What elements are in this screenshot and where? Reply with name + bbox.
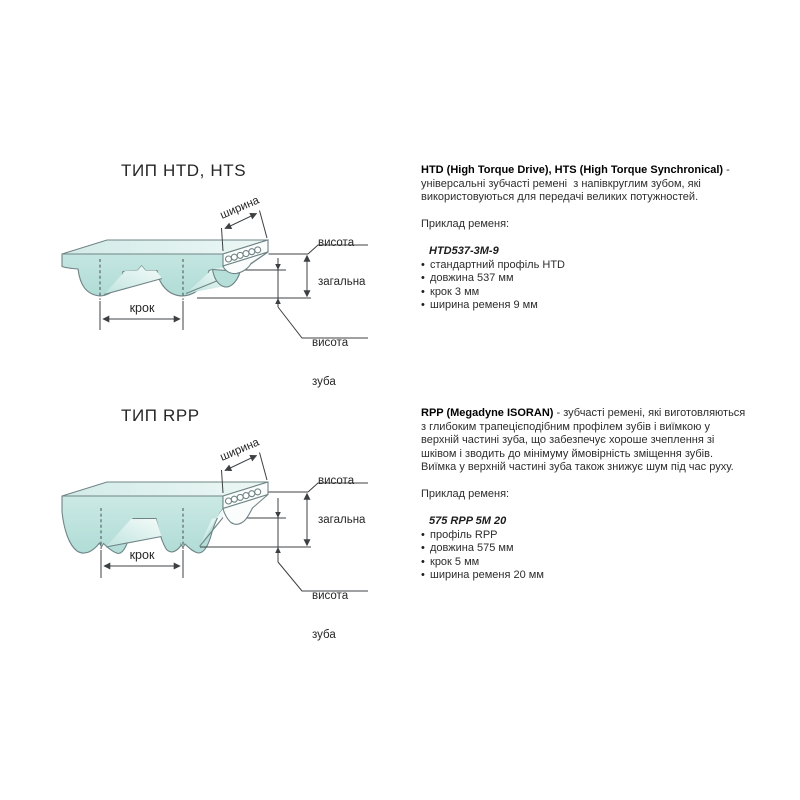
list-item: • довжина 537 мм	[421, 272, 514, 284]
htd-heading-bold: HTD (High Torque Drive), HTS (High Torque Synchronical)	[421, 164, 724, 176]
rpp-tooth-height-arrow-up	[275, 547, 281, 553]
list-item: • стандартний профіль HTD	[421, 258, 565, 271]
rpp-desc-line: з глибоким трапецієподібним профілем зубів і виїмкою у	[421, 420, 710, 433]
bullet-icon: •	[421, 528, 425, 541]
list-item: • крок 5 мм	[421, 555, 480, 568]
htd-text-block	[421, 164, 796, 313]
list-item: • ширина ременя 20 мм	[421, 569, 544, 581]
rpp-tooth-height-arrow-down	[275, 512, 281, 518]
list-item: • крок 3 мм	[421, 285, 480, 298]
rpp-heading	[421, 407, 796, 421]
list-item: • профіль RPP	[421, 528, 498, 541]
bullet-icon: •	[421, 285, 425, 298]
rpp-bullet-list	[421, 529, 796, 583]
bullet-icon: •	[421, 542, 425, 554]
rpp-width-label: ширина	[218, 436, 262, 464]
htd-pitch-label: крок	[129, 301, 155, 315]
bullet-icon: •	[421, 555, 425, 568]
bullet-icon: •	[421, 258, 425, 271]
rpp-total-height-label: висота загальна	[318, 475, 366, 526]
htd-total-height-label: висота загальна	[318, 237, 366, 288]
htd-desc-line: універсальні зубчасті ремені з напівкруглим зубом, які	[421, 177, 701, 190]
rpp-pitch-label: крок	[129, 548, 155, 562]
rpp-heading-rest: - зубчасті ремені, які виготовляються	[553, 407, 746, 419]
htd-heading-rest: -	[723, 164, 730, 176]
htd-desc-line: використовуються для передачі великих потужностей.	[421, 191, 699, 203]
rpp-desc-line: Виїмка у верхній частині зуба також знижує шум під час руху.	[421, 461, 734, 473]
htd-example-code: HTD537-3M-9	[429, 245, 499, 257]
bullet-icon: •	[421, 272, 425, 284]
rpp-example-label: Приклад ременя:	[421, 488, 510, 500]
rpp-desc-line: шківом і зводить до мінімуму ймовірність зміщення зубів.	[421, 447, 714, 460]
htd-heading	[421, 164, 796, 178]
rpp-desc-line: верхній частині зуба, що забезпечує хороше зчеплення зі	[421, 434, 715, 446]
htd-tooth-height-arrow-up	[275, 298, 281, 304]
list-item: • ширина ременя 9 мм	[421, 299, 538, 311]
rpp-tooth-height-label: висота зуба	[312, 590, 349, 641]
htd-tooth-height-label: висота зуба	[312, 337, 349, 388]
rpp-text-block	[421, 407, 796, 583]
list-item: • довжина 575 мм	[421, 542, 514, 554]
htd-width-label: ширина	[218, 194, 262, 222]
rpp-example-code: 575 RPP 5M 20	[429, 515, 507, 527]
rpp-belt-drawing	[62, 482, 268, 554]
htd-example-label: Приклад ременя:	[421, 218, 510, 230]
htd-tooth-height-arrow-down	[275, 264, 281, 270]
htd-bullet-list	[421, 259, 796, 313]
rpp-section-title: ТИП RPP	[121, 406, 200, 425]
rpp-heading-bold: RPP (Megadyne ISORAN)	[421, 407, 554, 419]
htd-belt-drawing	[62, 240, 268, 296]
bullet-icon: •	[421, 299, 425, 311]
htd-section-title: ТИП HTD, HTS	[121, 161, 247, 180]
bullet-icon: •	[421, 569, 425, 581]
